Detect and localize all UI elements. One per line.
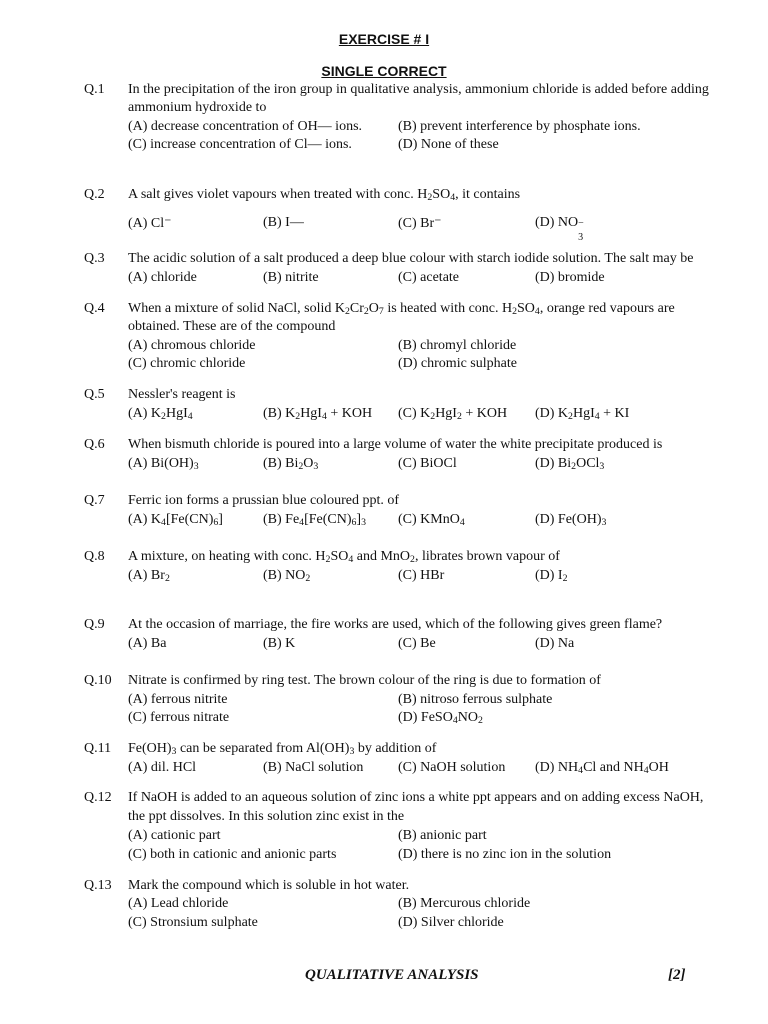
option-a: (A) decrease concentration of OH— ions. [128,119,363,134]
question-text: Ferric ion forms a prussian blue coloured ppt. of [128,493,399,508]
option-b: (B) anionic part [398,828,487,843]
option-b: (B) nitrite [263,270,319,285]
question-text: When a mixture of solid NaCl, solid $K_2Cr_2O_7$ is heated with conc. $H_2SO_4$, orange red vapours are [128,301,675,317]
question-number: Q.5 [84,387,105,402]
option-c: (C) ferrous nitrate [128,710,230,725]
option-b: (B) $Bi_2O_3$ [263,456,319,472]
option-b: (B) $Fe_4[Fe(CN)_6]_3$ [263,512,366,528]
question-number: Q.2 [84,187,105,202]
option-d: (D) $FeSO_4NO_2$ [398,710,483,726]
option-d: (D) $Fe(OH)_3$ [535,512,607,528]
footer-title: QUALITATIVE ANALYSIS [305,967,479,983]
question-text: A mixture, on heating with conc. $H_2SO_4$ and MnO$_2$, librates brown vapour of [128,549,560,565]
option-d: (D) Silver chloride [398,915,504,930]
option-a: (A) dil. HCl [128,760,197,775]
question-text: Mark the compound which is soluble in hot water. [128,878,410,893]
option-a: (A) cationic part [128,828,221,843]
option-c: (C) $K_2HgI_2$ + KOH [398,406,508,422]
option-b: (B) nitroso ferrous sulphate [398,692,553,707]
exercise-heading: EXERCISE # I [338,31,430,47]
question-number: Q.7 [84,493,105,508]
option-c: (C) HBr [398,568,445,583]
question-text: Nitrate is confirmed by ring test. The brown colour of the ring is due to formation of [128,673,601,688]
option-a: (A) ferrous nitrite [128,692,228,707]
question-number: Q.10 [84,673,112,688]
option-a: (A) chloride [128,270,197,285]
option-a: (A) Lead chloride [128,896,229,911]
option-c: (C) NaOH solution [398,760,506,775]
option-b: (B) chromyl chloride [398,338,517,353]
option-d: (D) NO − 3 [535,215,584,243]
option-a: (A) $K_2HgI_4$ [128,406,193,422]
question-number: Q.9 [84,617,105,632]
option-a: (A) $Br_2$ [128,568,170,584]
option-b: (B) $NO_2$ [263,568,311,584]
question-number: Q.6 [84,437,105,452]
option-c: (C) KMnO$_4$ [398,512,465,528]
page-number: [2] [668,967,686,983]
option-d: (D) None of these [398,137,499,152]
option-d: (D) $NH_4Cl$ and $NH_4OH$ [535,760,669,776]
option-d: (D) chromic sulphate [398,356,517,371]
option-b: (B) Mercurous chloride [398,896,531,911]
option-c: (C) Br⁻ [398,216,442,231]
question-text: A salt gives violet vapours when treated with conc. $H_2SO_4$, it contains [128,187,521,203]
option-b: (B) $K_2HgI_4$ + KOH [263,406,373,422]
option-d: (D) there is no zinc ion in the solution [398,847,612,862]
option-c: (C) chromic chloride [128,356,246,371]
question-text: At the occasion of marriage, the fire works are used, which of the following gives green flame? [128,617,663,632]
question-number: Q.11 [84,741,112,756]
question-number: Q.13 [84,878,112,893]
question-number: Q.1 [84,82,105,97]
option-a: (A) Cl⁻ [128,216,172,231]
option-c: (C) BiOCl [398,456,457,471]
question-number: Q.12 [84,790,112,805]
question-text: $Fe(OH)_3$ can be separated from $Al(OH)_3$ by addition of [128,741,437,757]
question-text: If NaOH is added to an aqueous solution of zinc ions a white ppt appears and on adding excess NaOH, [128,790,704,805]
option-c: (C) Stronsium sulphate [128,915,258,930]
option-d: (D) Na [535,636,575,651]
option-d: (D) $I_2$ [535,568,568,584]
option-d: (D) $K_2HgI_4$ + KI [535,406,630,422]
question-number: Q.3 [84,251,105,266]
question-text-cont: ammonium hydroxide to [128,100,267,115]
question-text-cont: obtained. These are of the compound [128,319,336,334]
question-number: Q.8 [84,549,105,564]
option-c: (C) increase concentration of Cl— ions. [128,137,352,152]
option-b: (B) NaCl solution [263,760,364,775]
question-text-cont: the ppt dissolves. In this solution zinc exist in the [128,809,405,824]
option-a: (A) chromous chloride [128,338,256,353]
option-b: (B) I— [263,215,304,230]
question-text: When bismuth chloride is poured into a large volume of water the white precipitate produced is [128,437,663,452]
option-d: (D) $Bi_2OCl_3$ [535,456,605,472]
option-d: (D) bromide [535,270,605,285]
question-number: Q.4 [84,301,105,316]
option-b: (B) prevent interference by phosphate ions. [398,119,641,134]
option-c: (C) acetate [398,270,460,285]
question-text: Nessler's reagent is [128,387,236,402]
option-a: (A) $Bi(OH)_3$ [128,456,199,472]
question-text: The acidic solution of a salt produced a deep blue colour with starch iodide solution. The salt may be [128,251,694,266]
option-c: (C) Be [398,636,436,651]
option-c: (C) both in cationic and anionic parts [128,847,337,862]
option-a: (A) Ba [128,636,167,651]
option-a: (A) $K_4[Fe(CN)_6]$ [128,512,223,528]
section-heading: SINGLE CORRECT [321,63,447,79]
option-b: (B) K [263,636,296,651]
question-text: In the precipitation of the iron group in qualitative analysis, ammonium chloride is added before adding [128,82,709,97]
